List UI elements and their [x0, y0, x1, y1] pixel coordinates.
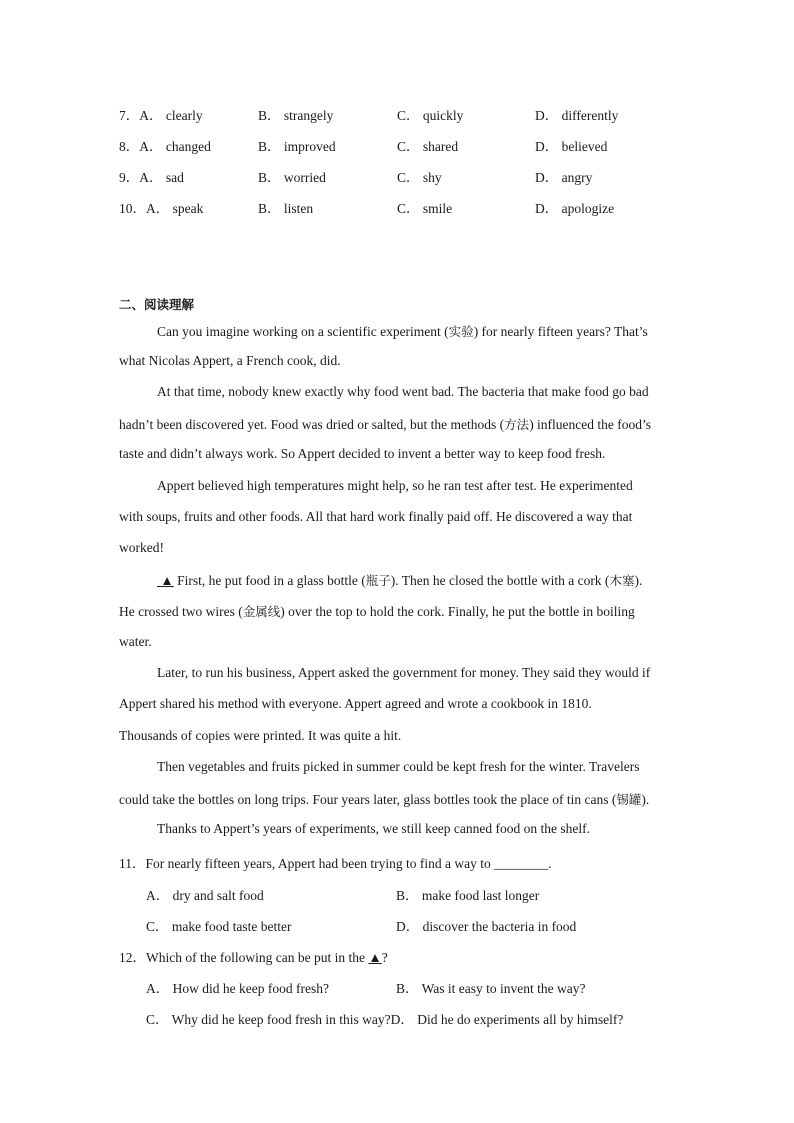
passage-line: He crossed two wires (金属线) over the top to hold the cork. Finally, he put the bottle in boiling: [119, 604, 635, 619]
question-12-stem: 12．Which of the following can be put in the ▲?: [119, 950, 388, 965]
passage-line: water.: [119, 634, 152, 649]
q10-option-b: B． listen: [258, 201, 314, 216]
passage-line: Appert believed high temperatures might help, so he ran test after test. He experimented: [157, 478, 633, 493]
q9-option-c: C． shy: [397, 170, 442, 185]
passage-line: Thanks to Appert’s years of experiments, we still keep canned food on the shelf.: [157, 821, 591, 836]
blank-marker: ▲: [160, 573, 174, 588]
passage-line: At that time, nobody knew exactly why food went bad. The bacteria that make food go bad: [157, 384, 649, 399]
q7-option-c: C． quickly: [397, 108, 464, 123]
passage-line: Thousands of copies were printed. It was quite a hit.: [119, 728, 402, 743]
q9-option-d: D． angry: [535, 170, 593, 185]
passage-line: ▲ First, he put food in a glass bottle (瓶子). Then he closed the bottle with a cork (木塞).: [157, 571, 642, 589]
passage-line: taste and didn’t always work. So Appert decided to invent a better way to keep food fresh.: [119, 446, 606, 461]
q11-option-a: A． dry and salt food: [146, 888, 264, 903]
q12-option-c-d: C． Why did he keep food fresh in this way?D． Did he do experiments all by himself?: [146, 1012, 624, 1027]
q10-option-a: 10．A． speak: [119, 201, 204, 216]
passage-line: worked!: [119, 540, 164, 555]
q7-option-d: D． differently: [535, 108, 619, 123]
q9-option-b: B． worried: [258, 170, 326, 185]
q8-option-a: 8．A． changed: [119, 139, 211, 154]
passage-line: could take the bottles on long trips. Four years later, glass bottles took the place of tin cans (锡罐).: [119, 792, 650, 807]
q8-option-c: C． shared: [397, 139, 459, 154]
question-11-stem: 11．For nearly fifteen years, Appert had been trying to find a way to ________.: [119, 856, 552, 871]
passage-line: what Nicolas Appert, a French cook, did.: [119, 353, 341, 368]
q11-option-c: C． make food taste better: [146, 919, 292, 934]
passage-line: Later, to run his business, Appert asked the government for money. They said they would if: [157, 665, 651, 680]
q11-option-b: B． make food last longer: [396, 888, 540, 903]
section-title: 二、阅读理解: [119, 297, 195, 312]
q9-option-a: 9．A． sad: [119, 170, 184, 185]
passage-line: with soups, fruits and other foods. All that hard work finally paid off. He discovered a way that: [119, 509, 633, 524]
q10-option-d: D． apologize: [535, 201, 615, 216]
question-10: [119, 197, 719, 217]
passage-line: Then vegetables and fruits picked in summer could be kept fresh for the winter. Travelers: [157, 759, 640, 774]
q8-option-b: B． improved: [258, 139, 336, 154]
passage-line: Appert shared his method with everyone. Appert agreed and wrote a cookbook in 1810.: [119, 696, 592, 711]
q10-option-c: C． smile: [397, 201, 453, 216]
q8-option-d: D． believed: [535, 139, 608, 154]
blank-marker: ▲: [368, 950, 382, 965]
question-8: [119, 135, 719, 155]
question-7: [119, 104, 719, 124]
passage-line: Can you imagine working on a scientific experiment (实验) for nearly fifteen years? That’s: [157, 324, 648, 339]
question-9: [119, 166, 719, 186]
q11-option-d: D． discover the bacteria in food: [396, 919, 577, 934]
q7-option-b: B． strangely: [258, 108, 334, 123]
q12-option-b: B． Was it easy to invent the way?: [396, 981, 586, 996]
q12-option-a: A． How did he keep food fresh?: [146, 981, 329, 996]
q7-option-a: 7．A． clearly: [119, 108, 203, 123]
passage-line: hadn’t been discovered yet. Food was dried or salted, but the methods (方法) influenced the food’s: [119, 417, 652, 432]
